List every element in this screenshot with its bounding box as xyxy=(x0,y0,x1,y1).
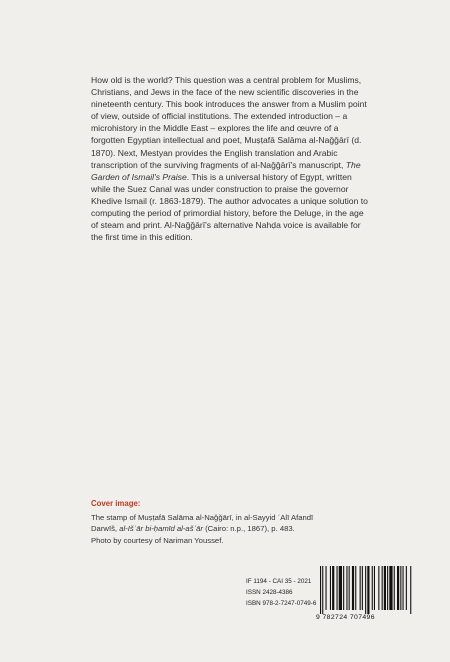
barcode-bar xyxy=(374,566,375,610)
caption-line-3: Photo by courtesy of Nariman Youssef. xyxy=(91,535,224,545)
caption-line-1: The stamp of Muṣṭafā Salāma al-Naǧǧārī, in al-Sayyid ʿAlī Afandī xyxy=(91,513,314,523)
cover-image-credit xyxy=(91,498,391,546)
barcode-bar xyxy=(367,566,369,614)
barcode-bar xyxy=(343,566,344,610)
barcode-bar xyxy=(352,566,354,610)
barcode-bar xyxy=(389,566,392,610)
barcode-bar xyxy=(400,566,401,610)
blurb-text-1: How old is the world? This question was a central problem for Muslims, Christians, and Jews in the face of the new scientific discoveries in the nineteenth century. This book introduces the answer from a Muslim point of view, outside of official institutions. The extended introduction – a microhistory in the Middle East – explores the life and œuvre of a forgotten Egyptian intellectual and poet, Muṣṭafā Salāma al-Naǧǧārī (d. 1870). Next, Mestyan provides the English translation and Arabic transcription of the surviving fragments of al-Naǧǧārī's manuscript, xyxy=(91,75,367,170)
barcode-bar xyxy=(326,566,327,610)
barcode-bar xyxy=(384,566,386,610)
barcode-bar xyxy=(322,566,323,614)
blurb-text-2: . This is a universal history of Egypt, written while the Suez Canal was under construction to praise the governor Khedive Ismail (r. 1863-1879). The author advocates a unique solution to computing the period of primordial history, before the Deluge, in the age of steam and print. Al-Naǧǧārī's alternative Nahḍa voice is available for the first time in this edition. xyxy=(91,171,368,243)
barcode-bar xyxy=(330,566,331,610)
barcode-bar xyxy=(403,566,404,610)
barcode-bar xyxy=(397,566,399,610)
isbn-number: ISBN 978-2-7247-0749-6 xyxy=(246,600,317,608)
barcode-bar xyxy=(387,566,388,610)
caption-source-title: al-Išʿār bi-ḥamīd al-ašʿār xyxy=(119,524,203,534)
back-cover-blurb xyxy=(91,74,373,243)
blurb-paragraph xyxy=(91,74,373,243)
barcode-bar xyxy=(337,566,338,610)
barcode-bar xyxy=(378,566,379,610)
cover-image-caption xyxy=(91,512,391,546)
barcode-bar xyxy=(320,566,321,614)
barcode-bar xyxy=(360,566,361,610)
series-number: IF 1194 - CAI 35 - 2021 xyxy=(246,578,312,585)
barcode-bar xyxy=(362,566,363,610)
blurb-book-title: The Garden of Ismail's Praise xyxy=(91,159,361,182)
barcode-bar xyxy=(339,566,342,610)
barcode-bar xyxy=(382,566,383,610)
barcode-bar xyxy=(365,566,366,614)
barcode-bars xyxy=(316,566,416,614)
barcode-bar xyxy=(349,566,350,610)
barcode-bar xyxy=(372,566,373,610)
cover-image-heading: Cover image: xyxy=(91,499,141,508)
barcode-digits: 9 782724 707496 xyxy=(316,614,375,621)
barcode-bar xyxy=(406,566,407,610)
issn-number: ISSN 2428-4386 xyxy=(246,589,293,597)
barcode-bar xyxy=(394,566,395,610)
barcode-bar xyxy=(332,566,334,610)
barcode-bar xyxy=(346,566,347,610)
caption-line-2-start: Darwīš, xyxy=(91,524,120,534)
caption-line-2-end: (Cairo: n.p., 1867), p. 483. xyxy=(202,524,295,534)
isbn-barcode xyxy=(316,566,416,626)
caption-line-2 xyxy=(91,523,391,534)
barcode-bar xyxy=(355,566,356,610)
barcode-bar xyxy=(410,566,411,614)
